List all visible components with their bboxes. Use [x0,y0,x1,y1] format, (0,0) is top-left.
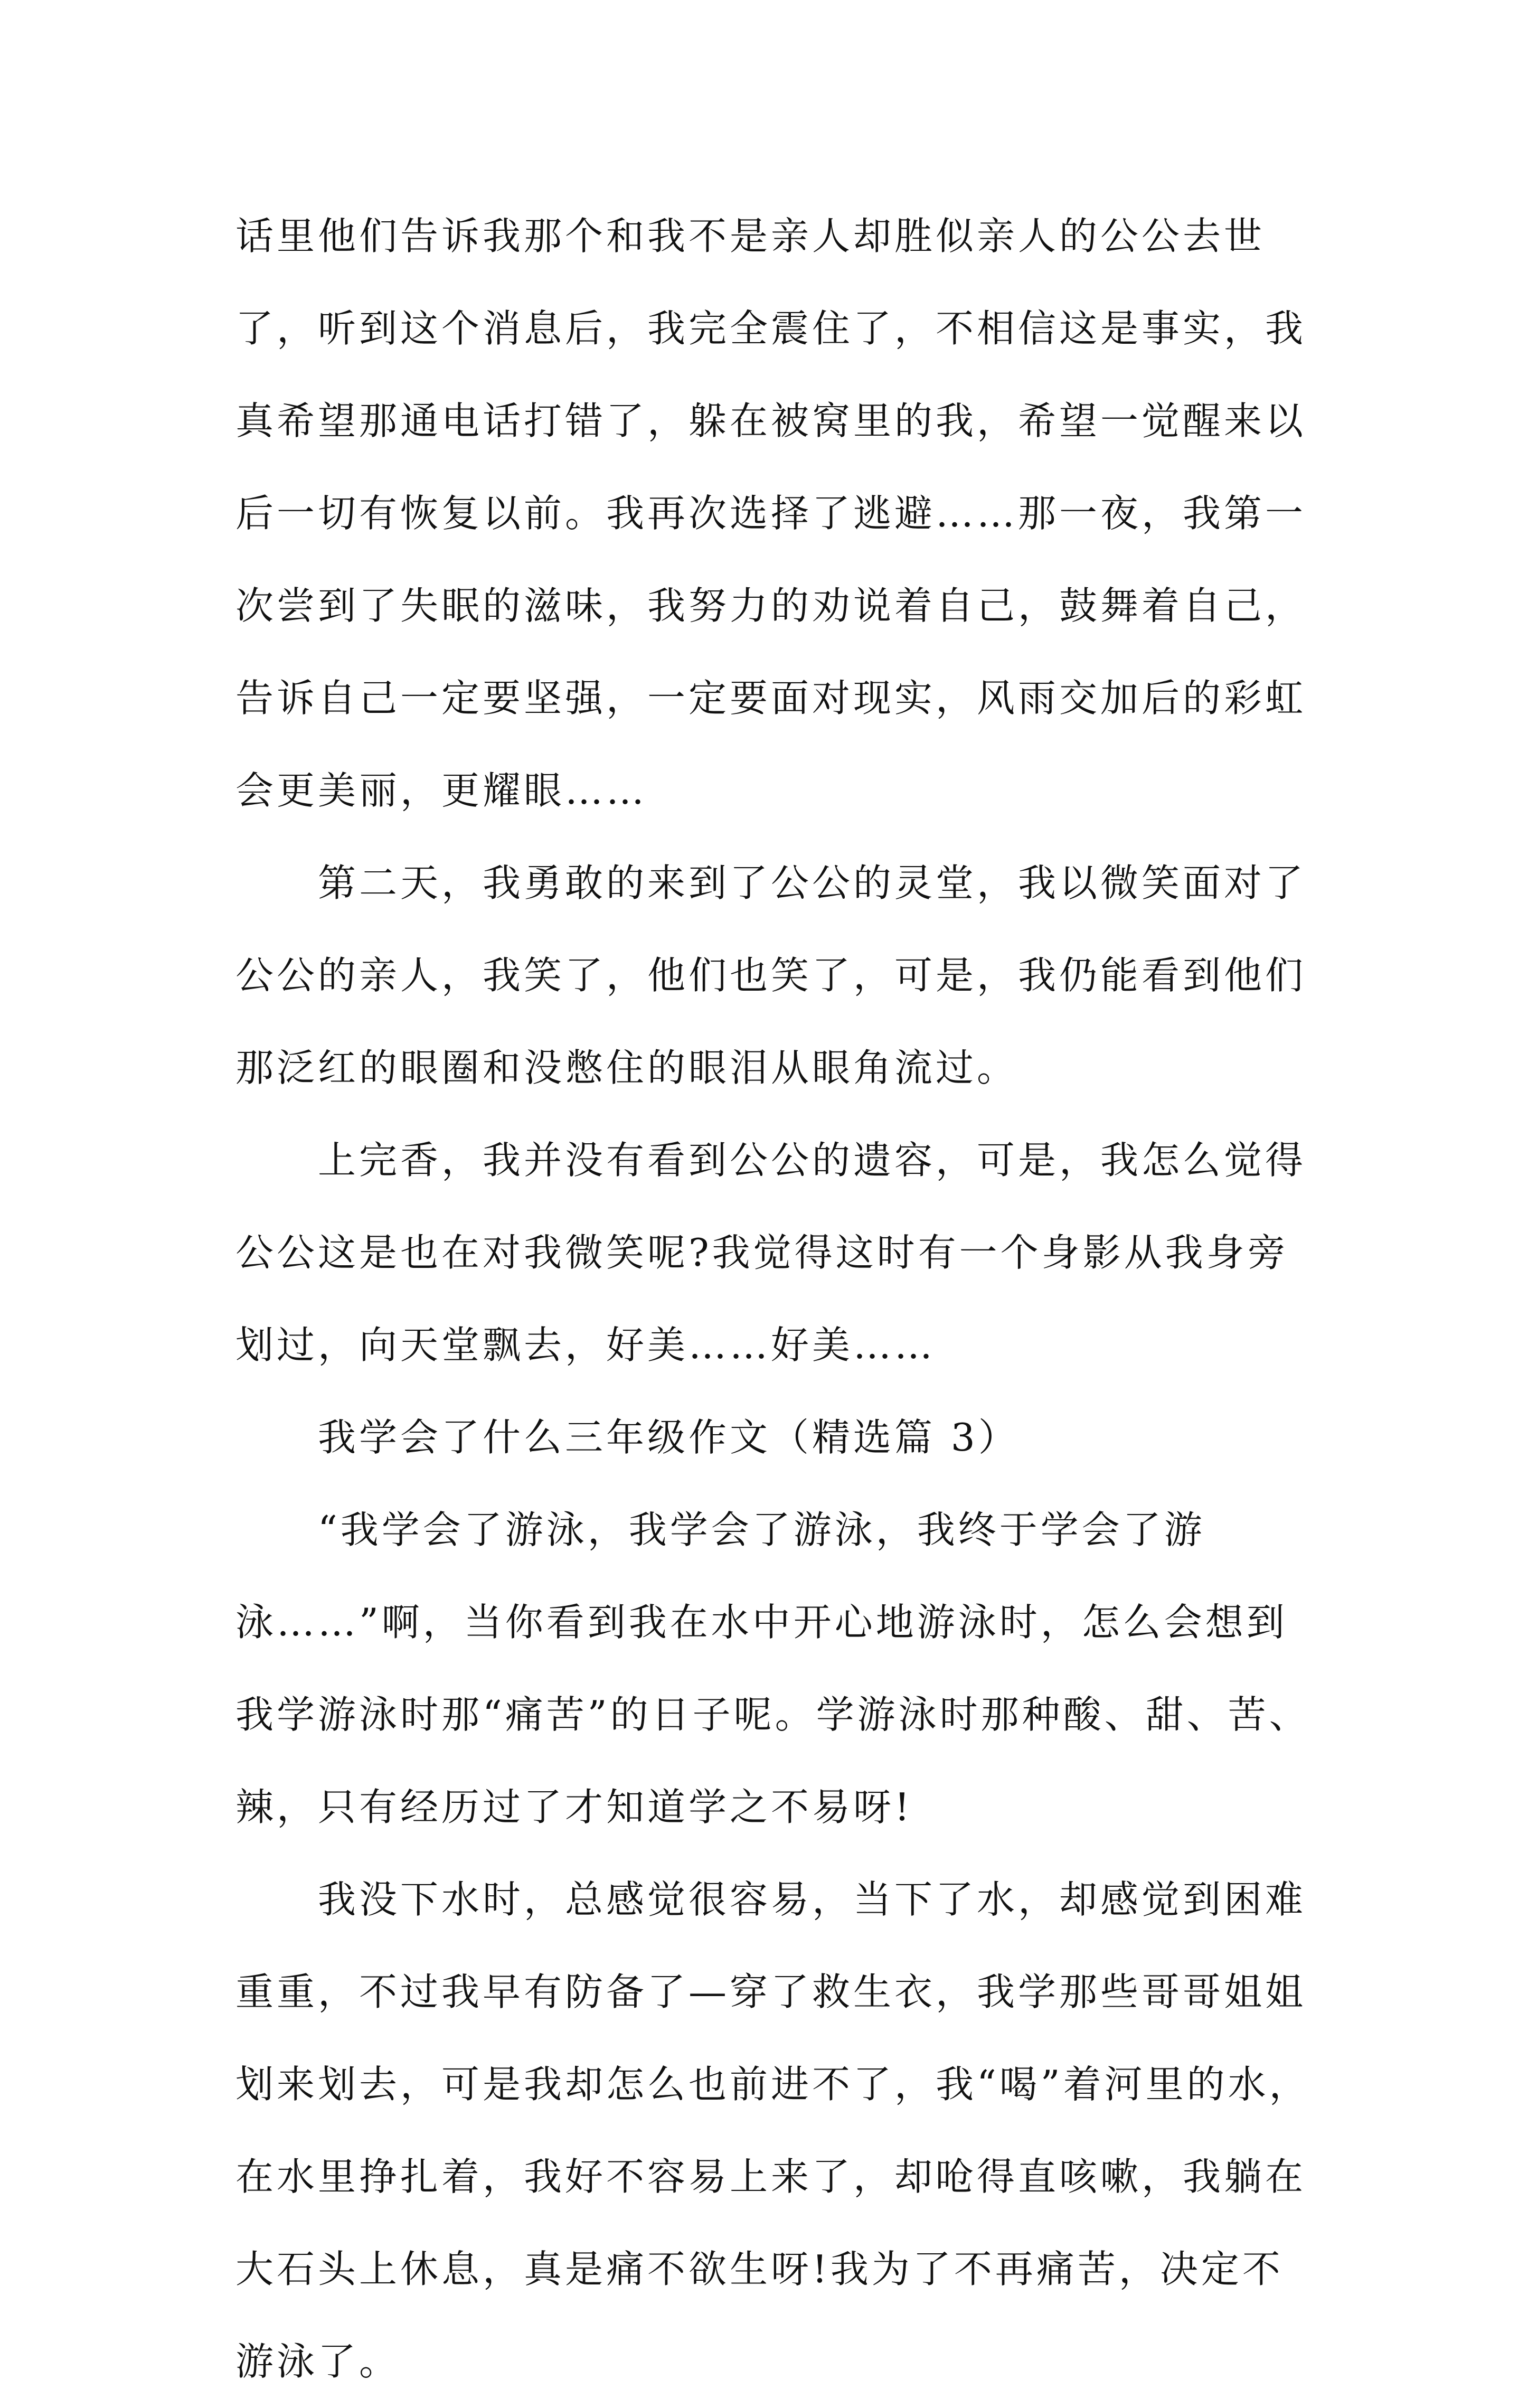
text-line: 第二天，我勇敢的来到了公公的灵堂，我以微笑面对了 [235,861,1307,905]
text-line: 我学游泳时那“痛苦”的日子呢。学游泳时那种酸、甜、苦、 [235,1692,1310,1737]
text-line: 我没下水时，总感觉很容易，当下了水，却感觉到困难 [235,1877,1307,1922]
text-line: 次尝到了失眠的滋味，我努力的劝说着自己，鼓舞着自己， [235,584,1307,628]
text-line: 划过，向天堂飘去，好美……好美…… [235,1323,936,1367]
section-heading: 我学会了什么三年级作文（精选篇 3） [235,1415,1020,1460]
text-line: 真希望那通电话打错了，躲在被窝里的我，希望一觉醒来以 [235,399,1307,443]
text-line: 重重，不过我早有防备了—穿了救生衣，我学那些哥哥姐姐 [235,1970,1307,2014]
text-line: 游泳了。 [235,2339,401,2384]
text-line: 告诉自己一定要坚强，一定要面对现实，风雨交加后的彩虹 [235,676,1307,720]
text-line: 后一切有恢复以前。我再次选择了逃避……那一夜，我第一 [235,491,1307,535]
text-line: 了，听到这个消息后，我完全震住了，不相信这是事实，我 [235,306,1307,351]
text-line: 辣，只有经历过了才知道学之不易呀! [235,1785,913,1829]
text-line: 那泛红的眼圈和没憋住的眼泪从眼角流过。 [235,1046,1018,1090]
text-line: 话里他们告诉我那个和我不是亲人却胜似亲人的公公去世 [235,214,1266,258]
text-line: 大石头上休息，真是痛不欲生呀!我为了不再痛苦，决定不 [235,2247,1284,2291]
text-line: 会更美丽，更耀眼…… [235,768,648,813]
text-line: 公公的亲人，我笑了，他们也笑了，可是，我仍能看到他们 [235,953,1307,998]
document-body [235,190,1310,2408]
text-line: 公公这是也在对我微笑呢?我觉得这时有一个身影从我身旁 [235,1230,1289,1275]
text-line: 泳……”啊，当你看到我在水中开心地游泳时，怎么会想到 [235,1600,1288,1644]
text-line: 在水里挣扎着，我好不容易上来了，却呛得直咳嗽，我躺在 [235,2155,1307,2199]
text-line: “我学会了游泳，我学会了游泳，我终于学会了游 [235,1508,1205,1552]
text-line: 划来划去，可是我却怎么也前进不了，我“喝”着河里的水， [235,2062,1310,2106]
text-line: 上完香，我并没有看到公公的遗容，可是，我怎么觉得 [235,1138,1307,1182]
